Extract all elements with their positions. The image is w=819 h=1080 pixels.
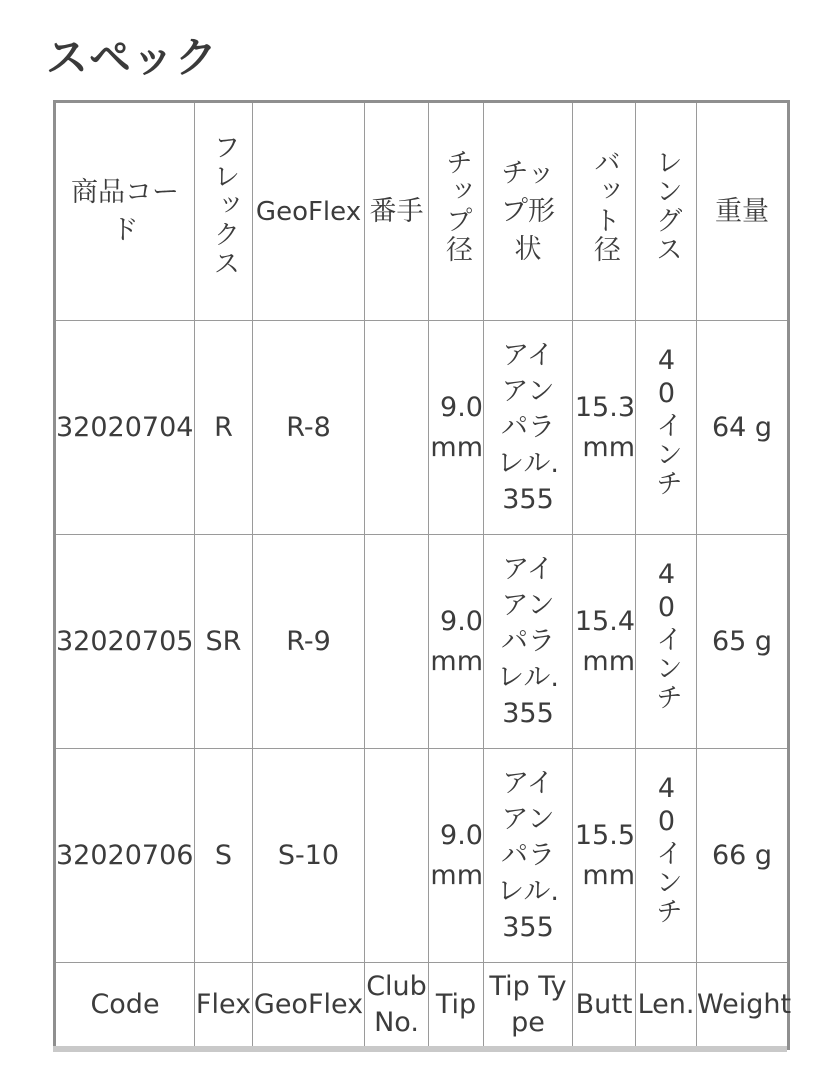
cell-butt: 15.4 mm	[573, 535, 636, 749]
cell-tip: 9.0 mm	[429, 535, 484, 749]
cell-club-no	[365, 321, 429, 535]
cell-length: 40インチ	[636, 321, 697, 535]
cell-butt: 15.5 mm	[573, 749, 636, 963]
header-geoflex: GeoFlex	[253, 102, 365, 321]
cell-tip-type: アイアンパラレル.355	[484, 535, 573, 749]
header-weight-en: Weight	[697, 963, 789, 1049]
cell-flex: S	[195, 749, 253, 963]
page-title: スペック	[46, 33, 219, 82]
cell-tip-type: アイアンパラレル.355	[484, 321, 573, 535]
header-tip-ja: チップ径	[429, 102, 484, 321]
table-row	[55, 535, 789, 749]
table-header-row-ja	[55, 102, 789, 321]
header-club-no-en: Club No.	[365, 963, 429, 1049]
cell-flex: SR	[195, 535, 253, 749]
header-tip-type-en: Tip Type	[484, 963, 573, 1049]
cell-weight: 66 g	[697, 749, 789, 963]
header-butt-en: Butt	[573, 963, 636, 1049]
cell-length: 40インチ	[636, 749, 697, 963]
cell-geoflex: R-9	[253, 535, 365, 749]
cell-code: 32020706	[55, 749, 195, 963]
cell-tip-type: アイアンパラレル.355	[484, 749, 573, 963]
cell-weight: 65 g	[697, 535, 789, 749]
cell-club-no	[365, 535, 429, 749]
cell-tip: 9.0 mm	[429, 321, 484, 535]
cell-tip: 9.0 mm	[429, 749, 484, 963]
header-flex-ja: フレックス	[195, 102, 253, 321]
header-code-ja: 商品コード	[55, 102, 195, 321]
cell-geoflex: S-10	[253, 749, 365, 963]
header-tip-en: Tip	[429, 963, 484, 1049]
header-code-en: Code	[55, 963, 195, 1049]
cell-butt: 15.3 mm	[573, 321, 636, 535]
header-flex-en: Flex	[195, 963, 253, 1049]
cell-club-no	[365, 749, 429, 963]
header-club-no-ja: 番手	[365, 102, 429, 321]
spec-table	[53, 100, 790, 1050]
header-weight-ja: 重量	[697, 102, 789, 321]
header-tip-type-ja: チップ形状	[484, 102, 573, 321]
table-row	[55, 321, 789, 535]
header-length-en: Len.	[636, 963, 697, 1049]
table-header-row-en	[55, 963, 789, 1049]
header-geoflex-en: GeoFlex	[253, 963, 365, 1049]
table-row	[55, 749, 789, 963]
header-length-ja: レングス	[636, 102, 697, 321]
cell-geoflex: R-8	[253, 321, 365, 535]
cell-weight: 64 g	[697, 321, 789, 535]
cell-code: 32020705	[55, 535, 195, 749]
cell-length: 40インチ	[636, 535, 697, 749]
header-butt-ja: バット径	[573, 102, 636, 321]
cell-code: 32020704	[55, 321, 195, 535]
cell-flex: R	[195, 321, 253, 535]
table-scrollbar[interactable]	[53, 1046, 787, 1052]
